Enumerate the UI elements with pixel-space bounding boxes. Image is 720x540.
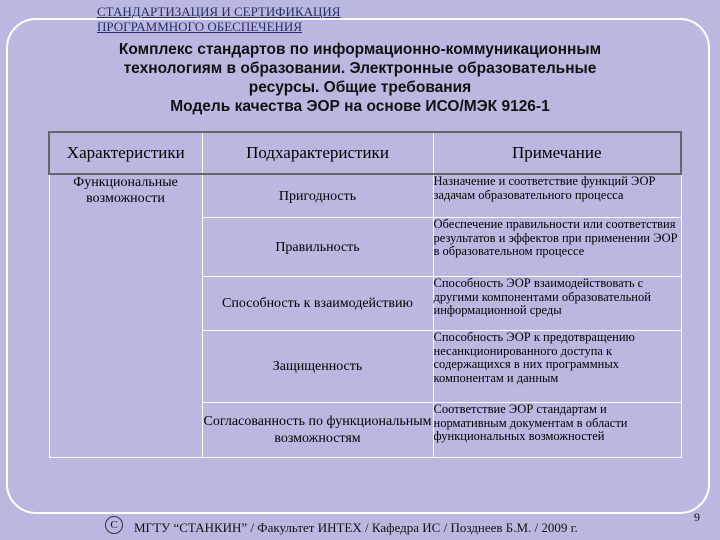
title-line-3: ресурсы. Общие требования [248, 79, 472, 96]
footer-text: МГТУ “СТАНКИН” / Факультет ИНТЕХ / Кафедра ИС / Позднеев Б.М. / 2009 г. [134, 520, 578, 535]
subcharacteristic-cell: Защищенность [202, 331, 433, 403]
subcharacteristic-cell: Согласованность по функциональным возможностям [202, 403, 433, 458]
note-cell: Способность ЭОР взаимодействовать с другими компонентами образовательной информационной среды [433, 277, 681, 331]
title-line-2: технологиям в образовании. Электронные образовательные [123, 60, 597, 77]
note-cell: Способность ЭОР к предотвращению несанкционированного доступа к содержащихся в них программных компонентам и данным [433, 331, 681, 403]
title-line-1: Комплекс стандартов по информационно-коммуникационным [118, 41, 602, 58]
subcharacteristic-cell: Пригодность [202, 174, 433, 218]
note-cell: Обеспечение правильности или соответствия результатов и эффектов при применении ЭОР в образовательном процессе [433, 218, 681, 277]
header-line-2: ПРОГРАММНОГО ОБЕСПЕЧЕНИЯ [97, 19, 302, 34]
note-cell: Соответствие ЭОР стандартам и нормативным документам в области функциональных возможностей [433, 403, 681, 458]
note-cell: Назначение и соответствие функций ЭОР задачам образовательного процесса [433, 174, 681, 218]
header-subcharacteristics: Подхарактеристики [202, 132, 433, 174]
slide-title [40, 40, 680, 116]
header-line-1: СТАНДАРТИЗАЦИЯ И СЕРТИФИКАЦИЯ [97, 4, 341, 19]
quality-model-table [48, 131, 682, 458]
subcharacteristic-cell: Правильность [202, 218, 433, 277]
title-line-4: Модель качества ЭОР на основе ИСО/МЭК 9126-1 [170, 98, 550, 115]
page-number: 9 [694, 510, 700, 524]
subcharacteristic-cell: Способность к взаимодействию [202, 277, 433, 331]
header-characteristics: Характеристики [49, 132, 202, 174]
characteristic-cell: Функциональные возможности [49, 174, 202, 458]
table-header-row [49, 132, 681, 174]
header-note: Примечание [433, 132, 681, 174]
copyright-icon: С [105, 516, 123, 534]
table-row [49, 174, 681, 218]
